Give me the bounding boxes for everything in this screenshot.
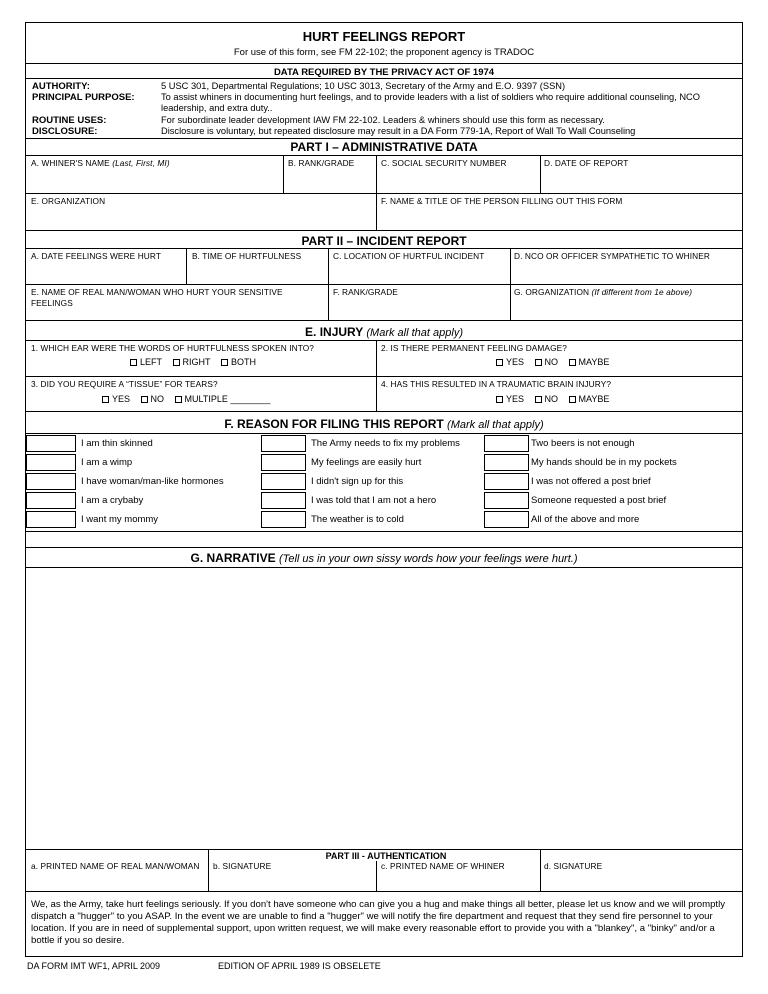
- authority-label: AUTHORITY:: [32, 81, 90, 92]
- reason-checkbox[interactable]: [261, 454, 306, 471]
- organization-field[interactable]: E. ORGANIZATION: [31, 196, 106, 206]
- reason-label: I was told that I am not a hero: [311, 495, 437, 506]
- reason-checkbox[interactable]: [484, 492, 529, 509]
- reason-label: Two beers is not enough: [531, 438, 635, 449]
- reason-label: My hands should be in my pockets: [531, 457, 677, 468]
- checkbox[interactable]: [175, 396, 182, 403]
- ssn-field[interactable]: C. SOCIAL SECURITY NUMBER: [381, 158, 507, 168]
- report-date-field[interactable]: D. DATE OF REPORT: [544, 158, 629, 168]
- disclosure-text: Disclosure is voluntary, but repeated disclosure may result in a DA Form 779-1A, Report of Wall To Wall Counseling: [161, 126, 636, 136]
- reason-checkbox[interactable]: [261, 473, 306, 490]
- injury-heading: E. INJURY (Mark all that apply): [305, 325, 463, 339]
- whiner-name-field[interactable]: A. WHINER'S NAME (Last, First, MI): [31, 158, 170, 168]
- whiner-name-auth-field[interactable]: c. PRINTED NAME OF WHINER: [381, 861, 505, 871]
- q2-options: [496, 357, 617, 367]
- checkbox[interactable]: [496, 396, 503, 403]
- checkbox[interactable]: [535, 396, 542, 403]
- reason-label: I am a wimp: [81, 457, 133, 468]
- reason-label: I am thin skinned: [81, 438, 153, 449]
- reason-checkbox[interactable]: [261, 511, 306, 528]
- q1-both-option[interactable]: BOTH: [221, 357, 256, 367]
- q4-yes-option[interactable]: YES: [496, 394, 524, 404]
- reason-label: I am a crybaby: [81, 495, 144, 506]
- offender-name-field[interactable]: E. NAME OF REAL MAN/WOMAN WHO HURT YOUR SENSITIVE FEELINGS: [31, 287, 283, 308]
- reason-checkbox[interactable]: [26, 511, 76, 528]
- part1-heading: PART I – ADMINISTRATIVE DATA: [290, 140, 478, 154]
- checkbox[interactable]: [141, 396, 148, 403]
- checkbox[interactable]: [173, 359, 180, 366]
- location-field[interactable]: C. LOCATION OF HURTFUL INCIDENT: [333, 251, 485, 261]
- offender-rank-field[interactable]: F. RANK/GRADE: [333, 287, 398, 297]
- q1-right-option[interactable]: RIGHT: [173, 357, 211, 367]
- footer-paragraph: We, as the Army, take hurt feelings seriously. If you don't have someone who can give you a hug and make things all better, please let us know and we will promptly dispatch a "hugger" to you ASAP. In the event we are unable to find a "hugger" we will notify the fire department and request that they send fire personnel to your location. If you are in need of supplemental support, upon written request, we will make every reasonable effort to provide you with a "blankey", a "binky" and/or a bottle if you so desire.: [31, 899, 726, 946]
- reason-label: I was not offered a post brief: [531, 476, 651, 487]
- form-id: DA FORM IMT WF1, APRIL 2009: [27, 961, 161, 971]
- q1-left-option[interactable]: LEFT: [130, 357, 162, 367]
- reason-label: The Army needs to fix my problems: [311, 438, 460, 449]
- reason-checkbox[interactable]: [26, 492, 76, 509]
- q2-yes-option[interactable]: YES: [496, 357, 524, 367]
- checkbox[interactable]: [221, 359, 228, 366]
- q4-no-option[interactable]: NO: [535, 394, 559, 404]
- offender-org-field[interactable]: G. ORGANIZATION (If different from 1e above): [514, 287, 693, 297]
- q4-maybe-option[interactable]: MAYBE: [569, 394, 610, 404]
- q3-no-option[interactable]: NO: [141, 394, 165, 404]
- reason-checkbox[interactable]: [261, 435, 306, 452]
- part2-heading: PART II – INCIDENT REPORT: [301, 234, 467, 248]
- time-hurt-field[interactable]: B. TIME OF HURTFULNESS: [192, 251, 302, 261]
- routine-label: ROUTINE USES:: [32, 115, 107, 126]
- routine-text: For subordinate leader development IAW FM 22-102. Leaders & whiners should use this form as necessary.: [161, 115, 605, 125]
- reason-label: I didn't sign up for this: [311, 476, 404, 487]
- checkbox[interactable]: [496, 359, 503, 366]
- reason-checkbox[interactable]: [26, 454, 76, 471]
- whiner-signature-field[interactable]: d. SIGNATURE: [544, 861, 603, 871]
- q1-options: [130, 357, 264, 367]
- q2-label: 2. IS THERE PERMANENT FEELING DAMAGE?: [381, 343, 567, 353]
- q1-label: 1. WHICH EAR WERE THE WORDS OF HURTFULNESS SPOKEN INTO?: [31, 343, 315, 353]
- q4-label: 4. HAS THIS RESULTED IN A TRAUMATIC BRAIN INJURY?: [381, 379, 612, 389]
- reason-label: All of the above and more: [531, 514, 640, 525]
- disclosure-label: DISCLOSURE:: [32, 126, 98, 137]
- reason-checkbox[interactable]: [484, 454, 529, 471]
- reason-checkbox[interactable]: [484, 435, 529, 452]
- q4-options: [496, 394, 617, 404]
- purpose-text: To assist whiners in documenting hurt feelings, and to provide leaders with a list of soldiers who require additional counseling, NCO leadership, and extra duty..: [161, 92, 700, 113]
- checkbox[interactable]: [130, 359, 137, 366]
- reason-label: The weather is to cold: [311, 514, 404, 525]
- edition-note: EDITION OF APRIL 1989 IS OBSELETE: [218, 961, 381, 971]
- checkbox[interactable]: [535, 359, 542, 366]
- date-hurt-field[interactable]: A. DATE FEELINGS WERE HURT: [31, 251, 161, 261]
- form-subtitle: For use of this form, see FM 22-102; the proponent agency is TRADOC: [233, 47, 535, 58]
- reason-checkbox[interactable]: [26, 473, 76, 490]
- checkbox[interactable]: [569, 359, 576, 366]
- q3-yes-option[interactable]: YES: [102, 394, 130, 404]
- q3-multiple-option[interactable]: MULTIPLE ________: [175, 394, 271, 404]
- q3-options: [102, 394, 278, 404]
- reason-checkbox[interactable]: [26, 435, 76, 452]
- rank-grade-field[interactable]: B. RANK/GRADE: [288, 158, 355, 168]
- reason-checkbox[interactable]: [261, 492, 306, 509]
- q3-label: 3. DID YOU REQUIRE A “TISSUE” FOR TEARS?: [31, 379, 218, 389]
- reason-checkbox[interactable]: [484, 473, 529, 490]
- preparer-name-field[interactable]: F. NAME & TITLE OF THE PERSON FILLING OUT THIS FORM: [381, 196, 623, 206]
- sympathetic-nco-field[interactable]: D. NCO OR OFFICER SYMPATHETIC TO WHINER: [514, 251, 710, 261]
- real-person-name-field[interactable]: a. PRINTED NAME OF REAL MAN/WOMAN: [31, 861, 200, 871]
- reason-label: Someone requested a post brief: [531, 495, 667, 506]
- reason-checkbox[interactable]: [484, 511, 529, 528]
- part3-heading: PART III - AUTHENTICATION: [325, 851, 447, 861]
- q2-maybe-option[interactable]: MAYBE: [569, 357, 610, 367]
- q2-no-option[interactable]: NO: [535, 357, 559, 367]
- checkbox[interactable]: [569, 396, 576, 403]
- real-person-signature-field[interactable]: b. SIGNATURE: [213, 861, 272, 871]
- reason-label: My feelings are easily hurt: [311, 457, 422, 468]
- narrative-area[interactable]: [26, 568, 742, 848]
- checkbox[interactable]: [102, 396, 109, 403]
- purpose-label: PRINCIPAL PURPOSE:: [32, 92, 135, 103]
- privacy-heading: DATA REQUIRED BY THE PRIVACY ACT OF 1974: [273, 67, 495, 78]
- authority-text: 5 USC 301, Departmental Regulations; 10 USC 3013, Secretary of the Army and E.O. 9397 (SSN): [161, 81, 566, 91]
- reason-label: I want my mommy: [81, 514, 159, 525]
- hurt-feelings-form: [25, 22, 743, 957]
- reason-heading: F. REASON FOR FILING THIS REPORT (Mark all that apply): [224, 417, 544, 431]
- narrative-heading: G. NARRATIVE (Tell us in your own sissy words how your feelings were hurt.): [190, 551, 578, 565]
- reason-label: I have woman/man-like hormones: [81, 476, 224, 487]
- form-title: HURT FEELINGS REPORT: [302, 29, 466, 44]
